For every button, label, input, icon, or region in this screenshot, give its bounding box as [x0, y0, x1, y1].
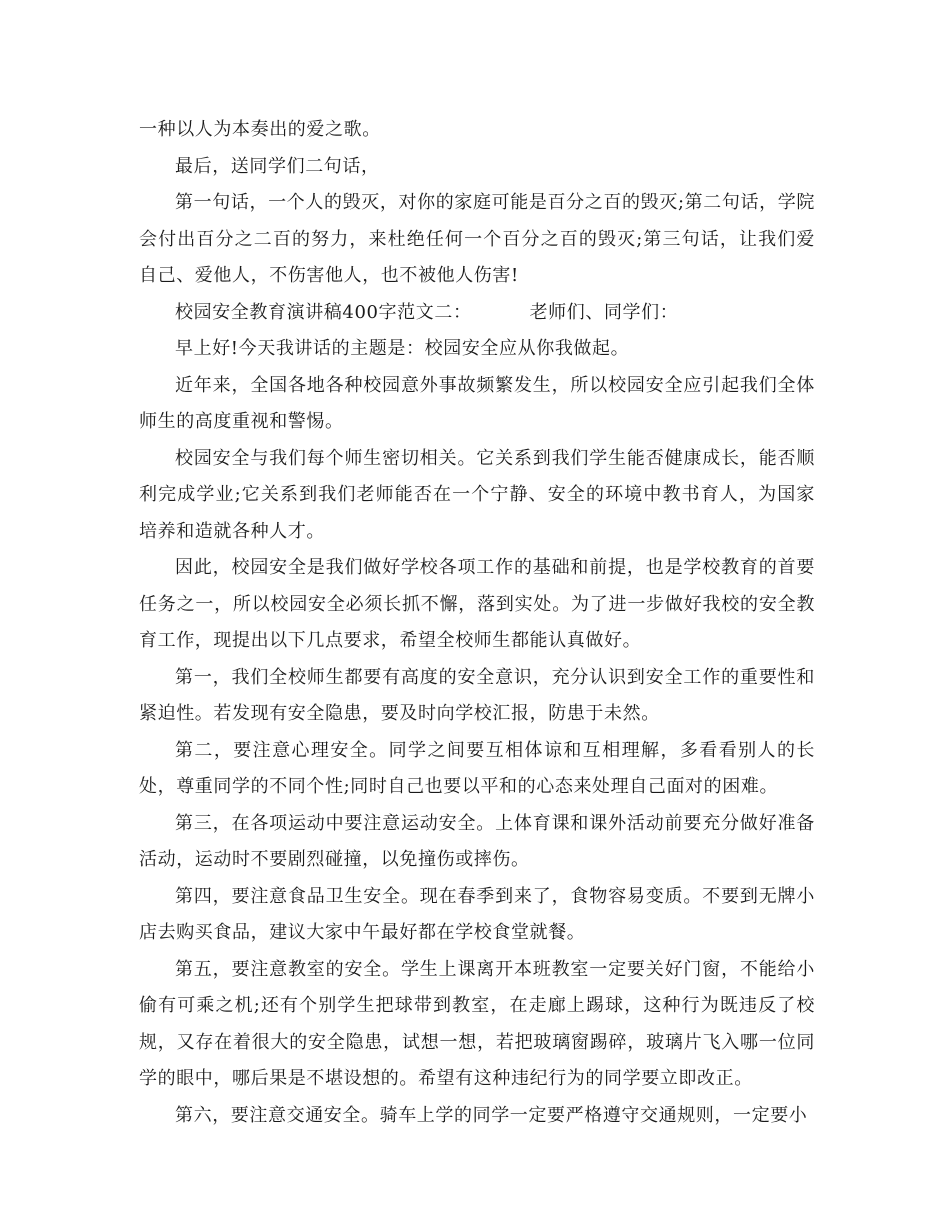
paragraph: 因此，校园安全是我们做好学校各项工作的基础和前提，也是学校教育的首要任务之一，所以校园安全必须长抓不懈，落到实处。为了进一步做好我校的安全教育工作，现提出以下几点要求，希望全校师生都能认真做好。	[139, 557, 815, 651]
section-title: 校园安全教育演讲稿400字范文二：	[175, 301, 472, 323]
paragraph: 第一，我们全校师生都要有高度的安全意识，充分认识到安全工作的重要性和紧迫性。若发现有安全隐患，要及时向学校汇报，防患于未然。	[139, 666, 815, 724]
greeting: 老师们、同学们：	[529, 301, 679, 323]
paragraph: 第五，要注意教室的安全。学生上课离开本班教室一定要关好门窗，不能给小偷有可乘之机;还有个别学生把球带到教室，在走廊上踢球，这种行为既违反了校规，又存在着很大的安全隐患，试想一想，若把玻璃窗踢碎，玻璃片飞入哪一位同学的眼中，哪后果是不堪设想的。希望有这种违纪行为的同学要立即改正。	[139, 958, 815, 1089]
paragraph: 第一句话，一个人的毁灭，对你的家庭可能是百分之百的毁灭;第二句话，学院会付出百分之二百的努力，来杜绝任何一个百分之百的毁灭;第三句话，让我们爱自己、爱他人，不伤害他人，也不被他人伤害!	[139, 192, 815, 286]
document-body	[139, 112, 815, 1134]
paragraph: 校园安全与我们每个师生密切相关。它关系到我们学生能否健康成长，能否顺利完成学业;它关系到我们老师能否在一个宁静、安全的环境中教书育人，为国家培养和造就各种人才。	[139, 447, 815, 542]
paragraph: 最后，送同学们二句话，	[175, 155, 380, 177]
paragraph: 第三，在各项运动中要注意运动安全。上体育课和课外活动前要充分做好准备活动，运动时不要剧烈碰撞，以免撞伤或摔伤。	[139, 812, 815, 870]
paragraph: 第四，要注意食品卫生安全。现在春季到来了，食物容易变质。不要到无牌小店去购买食品，建议大家中午最好都在学校食堂就餐。	[139, 885, 815, 943]
paragraph: 一种以人为本奏出的爱之歌。	[139, 119, 381, 140]
paragraph: 早上好!今天我讲话的主题是：校园安全应从你我做起。	[175, 338, 630, 359]
section-heading-line	[139, 295, 815, 332]
paragraph: 第二，要注意心理安全。同学之间要互相体谅和互相理解，多看看别人的长处，尊重同学的不同个性;同时自己也要以平和的心态来处理自己面对的困难。	[139, 739, 815, 797]
paragraph: 第六，要注意交通安全。骑车上学的同学一定要严格遵守交通规则，一定要小	[175, 1104, 808, 1126]
paragraph: 近年来，全国各地各种校园意外事故频繁发生，所以校园安全应引起我们全体师生的高度重视和警惕。	[139, 374, 815, 432]
